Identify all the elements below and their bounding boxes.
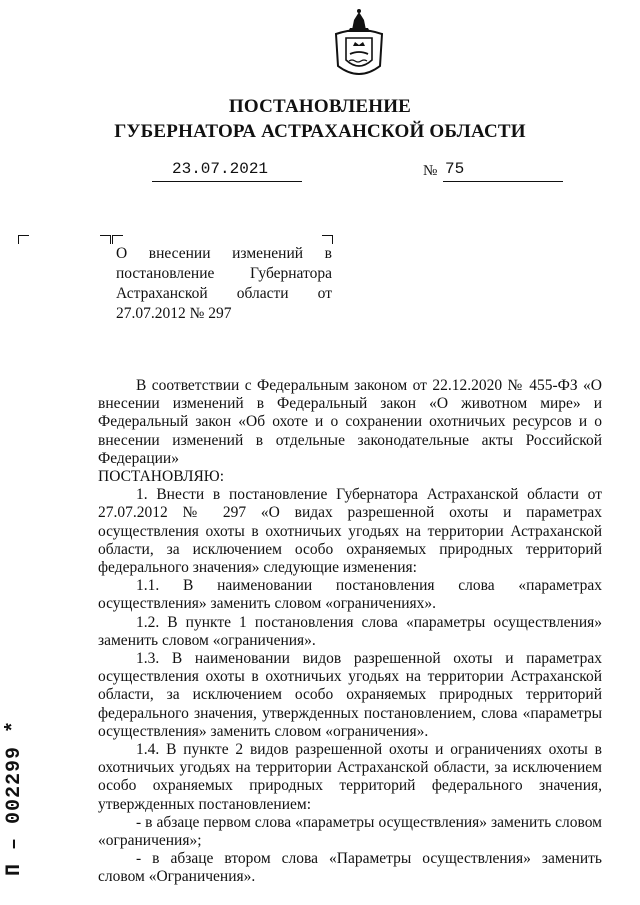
coat-of-arms-icon [330, 8, 388, 84]
bracket-subject-left-2 [112, 235, 123, 244]
decree-word: ПОСТАНОВЛЯЮ: [98, 468, 225, 486]
preamble-paragraph: В соответствии с Федеральным законом от 22.12.2020 № 455-ФЗ «О внесении изменений в Федеральный закон «О животном мире» и Федеральный закон «Об охоте и о сохранении охотничьих ресурсов и о внесении изменений в отдельные законодательные акты Российской Федерации» [98, 377, 602, 467]
bracket-subject-right [322, 235, 333, 244]
document-number: 75 [443, 160, 563, 182]
clause-1: 1. Внести в постановление Губернатора Астраханской области от 27.07.2012 № 297 «О видах разрешенной охоты и параметрах осуществления охоты в охотничьих угодьях на территории Астраханской области, за исключением особо охраняемых природных территорий федерального значения» следующие изменения: [98, 486, 602, 577]
number-label: № [423, 163, 438, 179]
side-registration-stamp: П – 002299 * [3, 719, 26, 876]
bracket-subject-left [100, 235, 111, 244]
document-date: 23.07.2021 [152, 160, 302, 182]
clause-1-4-item-1: - в абзаце первом слова «параметры осуществления» заменить словом «ограничения»; [98, 813, 602, 850]
bracket-left [18, 235, 29, 244]
clause-1-1: 1.1. В наименовании постановления слова «параметрах осуществления» заменить словом «ограничениях». [98, 577, 602, 613]
document-body [98, 377, 602, 887]
document-subject: О внесении изменений в постановление Губернатора Астраханской области от 27.07.2012 № 297 [116, 245, 332, 322]
clause-1-3: 1.3. В наименовании видов разрешенной охоты и параметрах осуществления охоты в охотничьих угодьях на территории Астраханской области, за исключением особо охраняемых природных территорий федерального значения, утвержденных постановлением, слова «параметры осуществления» заменить словом «ограничения». [98, 650, 602, 740]
clause-1-4-item-2: - в абзаце втором слова «Параметры осуществления» заменить словом «Ограничения». [98, 850, 602, 886]
document-title: ПОСТАНОВЛЕНИЕ [228, 96, 412, 117]
clause-1-2: 1.2. В пункте 1 постановления слова «параметры осуществления» заменить словом «ограничения». [98, 613, 602, 649]
clause-1-4: 1.4. В пункте 2 видов разрешенной охоты и ограничениях охоты в охотничьих угодьях на территории Астраханской области, за исключением особо охраняемых природных территорий федерального значения, утвержденных постановлением: [98, 741, 602, 813]
issuer-title: ГУБЕРНАТОРА АСТРАХАНСКОЙ ОБЛАСТИ [114, 121, 526, 142]
